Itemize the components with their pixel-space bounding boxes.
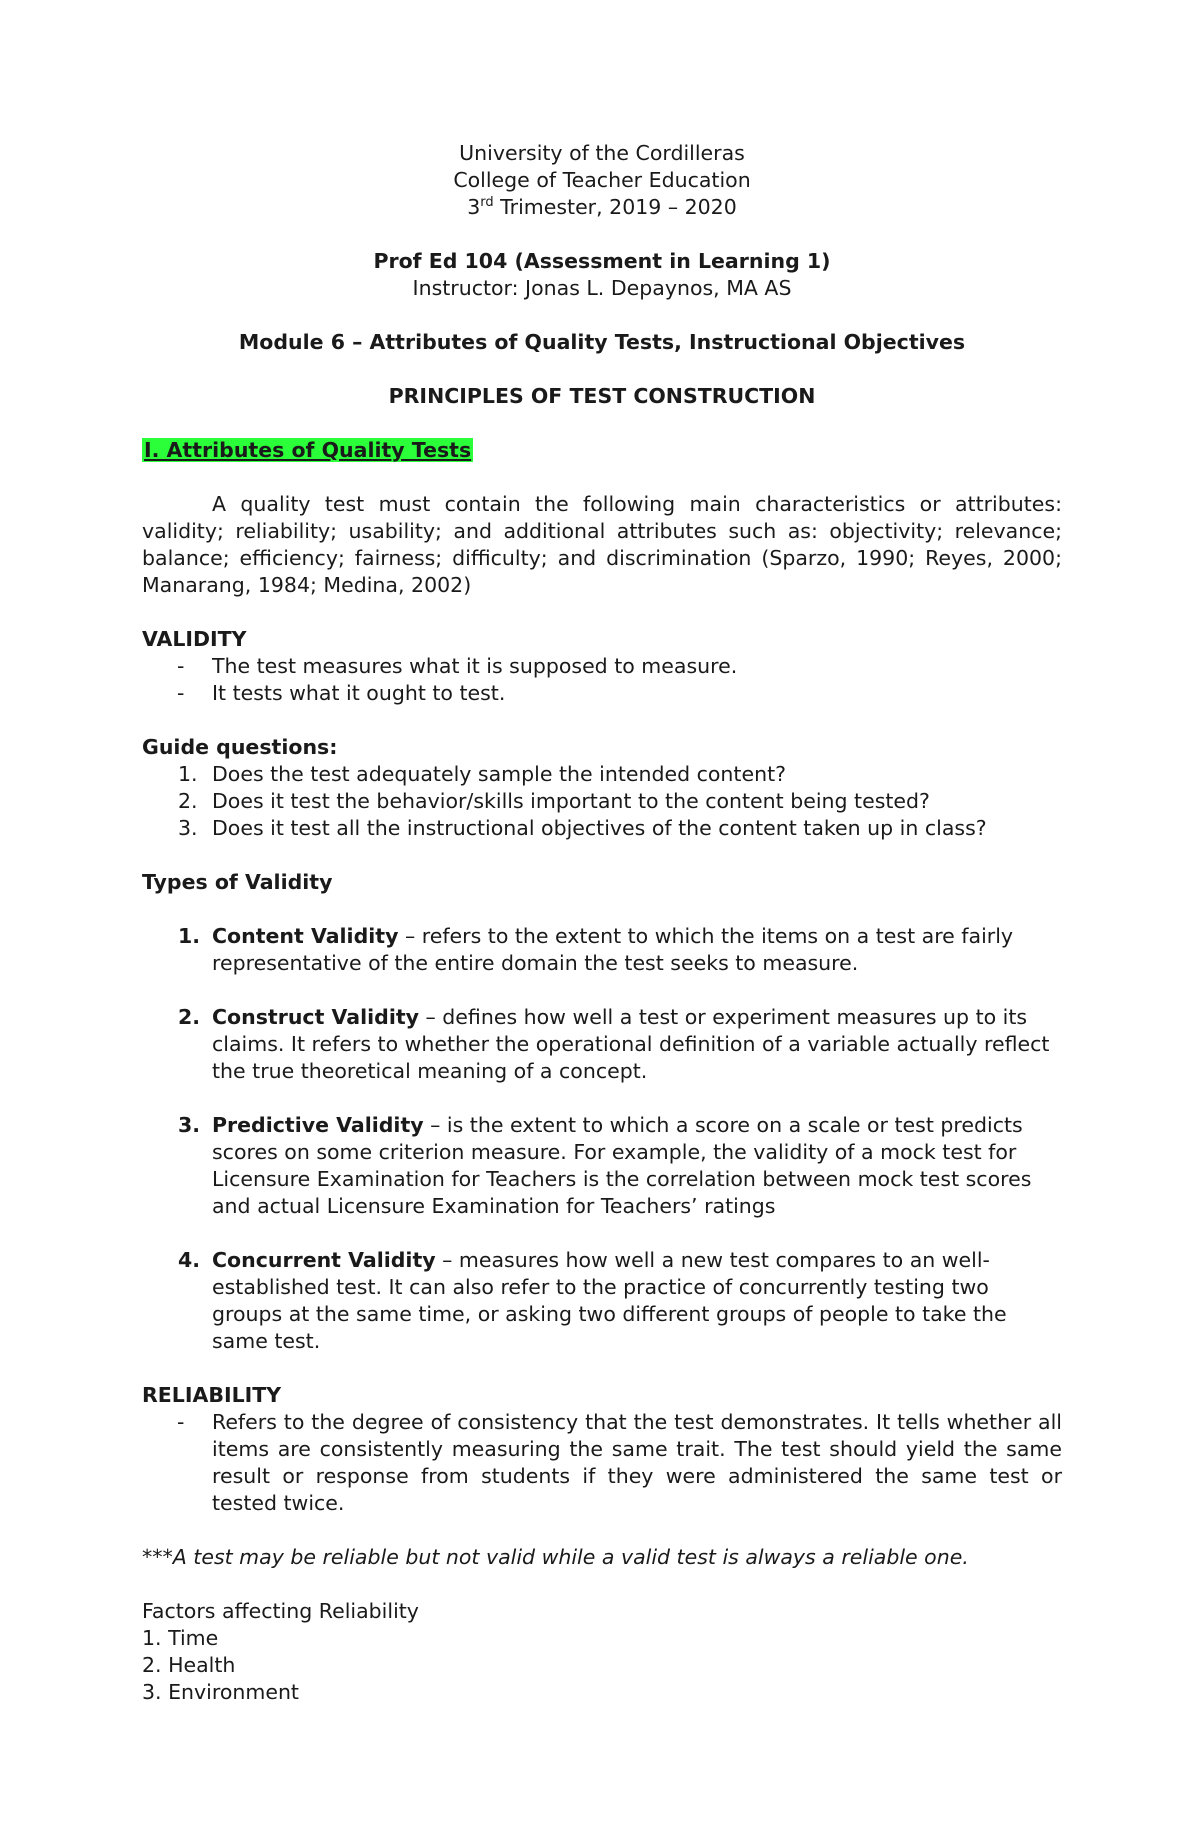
- validity-points: [142, 653, 1062, 707]
- list-item: 3. Does it test all the instructional objectives of the content taken up in class?: [178, 816, 987, 840]
- types-of-validity-list: [142, 923, 1062, 1355]
- guide-questions-heading: Guide questions:: [142, 735, 338, 759]
- section-title: [142, 437, 1062, 464]
- reliability-points: [142, 1409, 1062, 1517]
- guide-questions-list: [142, 761, 1062, 842]
- intro-paragraph: A quality test must contain the following main characteristics or attributes: validity; reliability; usability; and additional attributes such as: objectivity; relevance; balance; efficiency; fairness; difficulty; and discrimination (Sparzo, 1990; Reyes, 2000; Manarang, 1984; Medina, 2002): [142, 492, 1062, 597]
- list-item: 4. Concurrent Validity – measures how well a new test compares to an well-established test. It can also refer to the practice of concurrently testing two groups at the same time, or asking two different groups of people to take the same test.: [178, 1248, 1007, 1353]
- validity-heading: VALIDITY: [142, 627, 247, 651]
- term-suffix: rd: [480, 195, 494, 211]
- term-ordinal: 3: [467, 195, 481, 219]
- factor-item: 3. Environment: [142, 1680, 299, 1704]
- document-page: [142, 140, 1062, 1706]
- factors-heading: Factors affecting Reliability: [142, 1599, 419, 1623]
- list-item: - It tests what it ought to test.: [177, 681, 506, 705]
- module-title: Module 6 – Attributes of Quality Tests, Instructional Objectives: [238, 330, 966, 354]
- factor-item: 2. Health: [142, 1653, 236, 1677]
- term-line: [142, 194, 1062, 221]
- list-item: 1. Content Validity – refers to the extent to which the items on a test are fairly representative of the entire domain the test seeks to measure.: [178, 924, 1014, 975]
- factor-item: 1. Time: [142, 1626, 219, 1650]
- college-name: College of Teacher Education: [453, 168, 751, 192]
- types-of-validity-heading: Types of Validity: [142, 870, 333, 894]
- list-item: 1. Does the test adequately sample the intended content?: [178, 762, 786, 786]
- list-item: - The test measures what it is supposed to measure.: [177, 654, 738, 678]
- term-rest: Trimester, 2019 – 2020: [493, 195, 737, 219]
- list-item: 2. Does it test the behavior/skills important to the content being tested?: [178, 789, 930, 813]
- list-item: - Refers to the degree of consistency that the test demonstrates. It tells whether all items are consistently measuring the same trait. The test should yield the same result or response from students if they were administered the same test or tested twice.: [177, 1410, 1062, 1515]
- list-item: 2. Construct Validity – defines how well a test or experiment measures up to its claims. It refers to whether the operational definition of a variable actually reflect the true theoretical meaning of a concept.: [178, 1005, 1050, 1083]
- highlighted-section-title: I. Attributes of Quality Tests: [144, 438, 472, 462]
- reliability-note: ***A test may be reliable but not valid while a valid test is always a reliable one.: [142, 1545, 969, 1569]
- reliability-heading: RELIABILITY: [142, 1383, 282, 1407]
- list-item: 3. Predictive Validity – is the extent to which a score on a scale or test predicts scores on some criterion measure. For example, the validity of a mock test for Licensure Examination for Teachers is the correlation between mock test scores and actual Licensure Examination for Teachers’ ratings: [178, 1113, 1032, 1218]
- instructor-line: Instructor: Jonas L. Depaynos, MA AS: [412, 276, 792, 300]
- main-heading: PRINCIPLES OF TEST CONSTRUCTION: [388, 384, 816, 408]
- course-title: Prof Ed 104 (Assessment in Learning 1): [373, 249, 831, 273]
- university-name: University of the Cordilleras: [459, 141, 745, 165]
